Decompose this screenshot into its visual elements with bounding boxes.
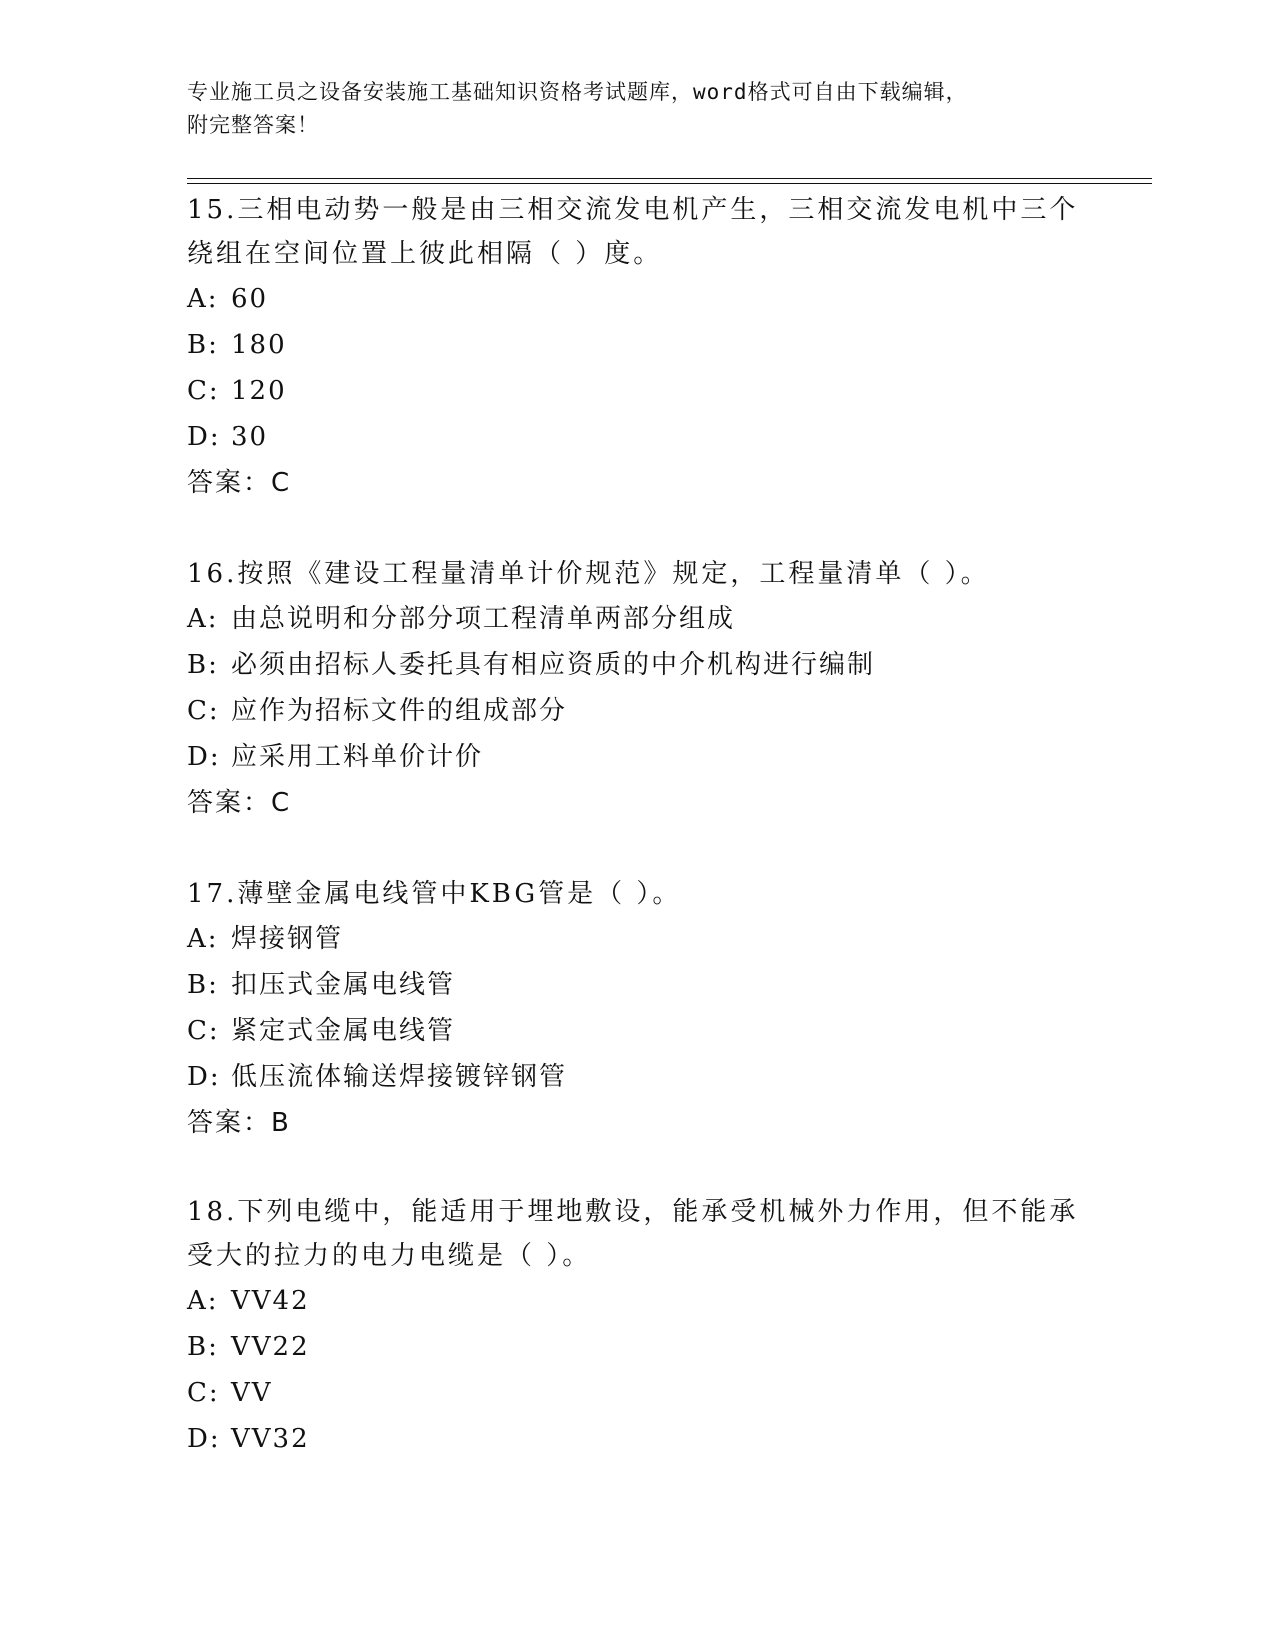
- option-text: VV: [231, 1378, 273, 1408]
- header-line-1: 专业施工员之设备安装施工基础知识资格考试题库，word格式可自由下载编辑，: [187, 80, 968, 104]
- option-key: B:: [187, 970, 219, 1000]
- question-18-option-c: [187, 1370, 1087, 1416]
- question-18-option-d: [187, 1416, 1087, 1462]
- question-16-option-b: [187, 642, 1087, 688]
- option-key: D:: [187, 422, 221, 452]
- question-18-line-1: 18.下列电缆中，能适用于埋地敷设，能承受机械外力作用，但不能承: [187, 1197, 1079, 1227]
- option-key: A:: [187, 1286, 219, 1316]
- question-15-option-b: [187, 322, 1087, 368]
- question-18-option-a: [187, 1278, 1087, 1324]
- option-key: B:: [187, 330, 219, 360]
- option-key: B:: [187, 1332, 219, 1362]
- question-15-option-d: [187, 414, 1087, 460]
- option-key: A:: [187, 924, 219, 954]
- header-line-2: 附完整答案！: [187, 113, 319, 137]
- option-key: C:: [187, 696, 220, 726]
- question-16: [187, 552, 1087, 826]
- option-text: 60: [231, 284, 269, 314]
- option-text: 紧定式金属电线管: [231, 1016, 456, 1046]
- question-15: [187, 188, 1087, 506]
- option-text: 必须由招标人委托具有相应资质的中介机构进行编制: [231, 650, 876, 680]
- question-17-option-b: [187, 962, 1087, 1008]
- option-key: A:: [187, 604, 219, 634]
- question-15-line-1: 15.三相电动势一般是由三相交流发电机产生，三相交流发电机中三个: [187, 195, 1079, 225]
- option-text: 扣压式金属电线管: [231, 970, 456, 1000]
- option-key: D:: [187, 742, 221, 772]
- question-16-line-1: 16.按照《建设工程量清单计价规范》规定，工程量清单（ ）。: [187, 559, 990, 589]
- option-text: VV22: [231, 1332, 310, 1362]
- question-16-option-d: [187, 734, 1087, 780]
- header-divider-bottom: [187, 183, 1152, 184]
- question-17-line-1: 17.薄壁金属电线管中KBG管是（ ）。: [187, 879, 682, 909]
- question-17-answer: 答案：B: [187, 1108, 291, 1138]
- option-text: 120: [231, 376, 287, 406]
- header-divider-top: [187, 178, 1152, 179]
- option-text: 由总说明和分部分项工程清单两部分组成: [231, 604, 736, 634]
- question-18: [187, 1190, 1087, 1462]
- option-key: D:: [187, 1062, 221, 1092]
- option-key: C:: [187, 1016, 220, 1046]
- question-17: [187, 872, 1087, 1146]
- document-header: [187, 76, 1067, 142]
- option-key: C:: [187, 376, 220, 406]
- question-15-answer: 答案：C: [187, 468, 292, 498]
- question-16-option-a: [187, 596, 1087, 642]
- option-key: D:: [187, 1424, 221, 1454]
- question-18-line-2: 受大的拉力的电力电缆是（ ）。: [187, 1241, 592, 1271]
- option-text: 180: [231, 330, 287, 360]
- option-text: 30: [231, 422, 269, 452]
- option-text: VV42: [231, 1286, 310, 1316]
- option-text: VV32: [231, 1424, 310, 1454]
- question-17-option-a: [187, 916, 1087, 962]
- question-16-option-c: [187, 688, 1087, 734]
- option-key: C:: [187, 1378, 220, 1408]
- option-text: 应采用工料单价计价: [231, 742, 484, 772]
- question-15-line-2: 绕组在空间位置上彼此相隔（ ）度。: [187, 239, 663, 269]
- option-text: 焊接钢管: [231, 924, 344, 954]
- option-text: 低压流体输送焊接镀锌钢管: [231, 1062, 568, 1092]
- question-18-option-b: [187, 1324, 1087, 1370]
- question-16-answer: 答案：C: [187, 788, 292, 818]
- question-17-option-d: [187, 1054, 1087, 1100]
- option-key: A:: [187, 284, 219, 314]
- question-15-option-a: [187, 276, 1087, 322]
- question-15-option-c: [187, 368, 1087, 414]
- option-key: B:: [187, 650, 219, 680]
- option-text: 应作为招标文件的组成部分: [231, 696, 568, 726]
- question-17-option-c: [187, 1008, 1087, 1054]
